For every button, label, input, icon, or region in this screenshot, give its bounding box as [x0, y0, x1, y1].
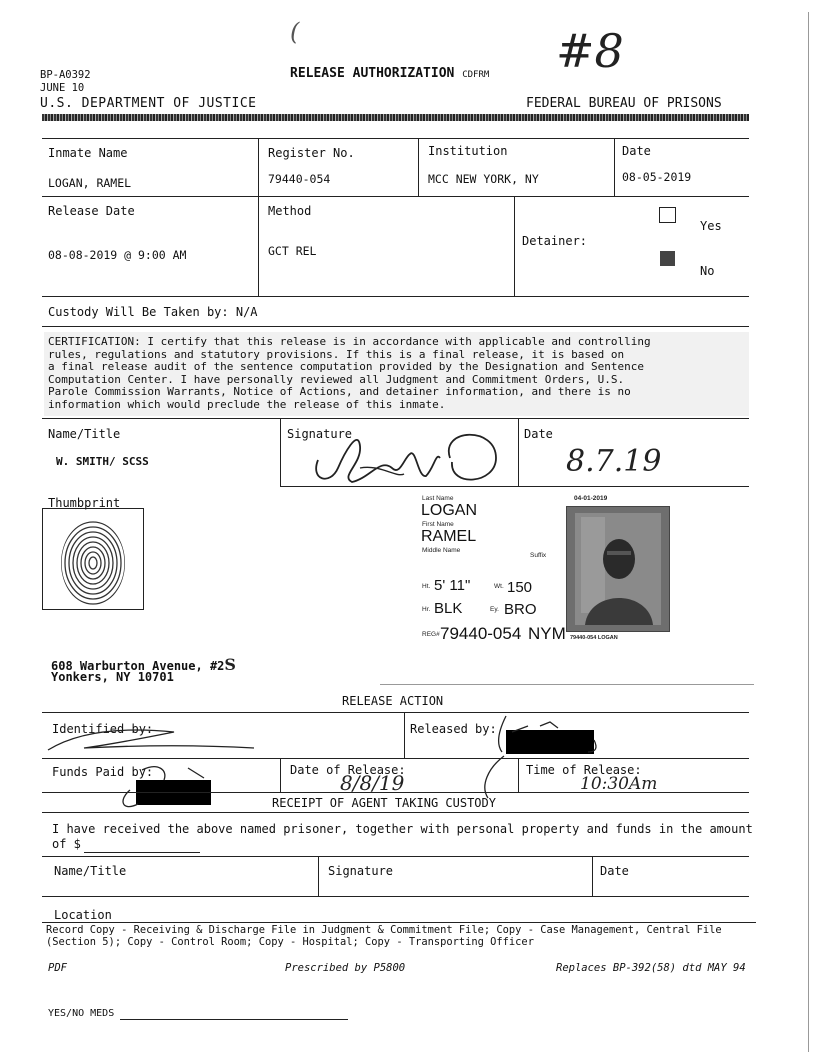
person-photo-icon: [567, 507, 669, 631]
distribution-line-2: (Section 5); Copy - Control Room; Copy - Hospital; Copy - Transporting Officer: [46, 936, 534, 948]
footer-replaces: Replaces BP-392(58) dtd MAY 94: [556, 962, 746, 974]
custody-statement: Custody Will Be Taken by: N/A: [48, 305, 258, 319]
bureau-name: FEDERAL BUREAU OF PRISONS: [526, 96, 722, 111]
receipt-signature-label: Signature: [328, 864, 394, 878]
date-of-release-value: 8/8/19: [340, 771, 405, 795]
receipt-statement: I have received the above named prisoner, together with personal property and funds in the amount: [52, 822, 753, 836]
card-suffix-label: Suffix: [530, 552, 547, 559]
officer-signature: [300, 418, 520, 490]
signature-label: Signature: [287, 427, 353, 441]
card-wt-label: Wt.: [494, 583, 504, 590]
card-ey-value: BRO: [504, 601, 537, 618]
release-action-title: RELEASE ACTION: [342, 694, 444, 708]
institution-value: MCC NEW YORK, NY: [428, 172, 539, 186]
form-code: BP-A0392: [40, 69, 91, 81]
photo-caption: 79440-054 LOGAN: [570, 635, 618, 641]
time-of-release-label: Time of Release:: [526, 763, 642, 777]
certification-text: CERTIFICATION: I certify that this release is in accordance with applicable and controlling rules, regulations and statutory provisions. If this is a final release, it is based on a final release audit of the sentence computation provided by the Designation and Sentence Computation Center. I have personally reviewed all Judgment and Commitment Orders, U.S. Parole Commission Warrants, Notice of Actions, and detainer information, and there is no information which would preclude the release of this inmate.: [48, 335, 651, 411]
form-title: RELEASE AUTHORIZATION CDFRM: [290, 66, 490, 81]
institution-label: Institution: [428, 144, 508, 158]
detainer-no-label: No: [700, 264, 715, 278]
receipt-title: RECEIPT OF AGENT TAKING CUSTODY: [272, 796, 496, 810]
card-facility: NYM: [528, 624, 566, 643]
form-date: JUNE 10: [40, 82, 85, 94]
time-of-release-value: 10:30Am: [580, 774, 658, 794]
signoff-name-label: Name/Title: [48, 427, 121, 441]
card-ht-value: 5' 11": [434, 577, 471, 594]
address-line-2: Yonkers, NY 10701: [51, 670, 174, 684]
receipt-date-label: Date: [600, 864, 629, 878]
card-last-name: LOGAN: [421, 502, 478, 519]
inmate-photo: [566, 506, 670, 632]
receipt-amount-blank: [84, 852, 200, 853]
meds-label: YES/NO MEDS: [48, 1008, 115, 1019]
card-ht-label: Ht.: [422, 583, 431, 590]
release-date-label: Release Date: [48, 204, 135, 218]
receipt-amount-prefix: of $: [52, 837, 81, 851]
scan-edge: [808, 12, 809, 1052]
release-date-value: 08-08-2019 @ 9:00 AM: [48, 248, 187, 262]
handwritten-page-number: #8: [556, 24, 624, 78]
date-of-release-label: Date of Release:: [290, 763, 406, 777]
signoff-date-value: 8.7.19: [566, 444, 662, 479]
thumbprint-label: Thumbprint: [48, 496, 121, 510]
inmate-name-value: LOGAN, RAMEL: [48, 176, 132, 190]
stray-pen-mark: (: [290, 18, 300, 46]
method-value: GCT REL: [268, 244, 317, 258]
identified-by-label: Identified by:: [52, 722, 154, 736]
date-label: Date: [622, 144, 651, 158]
identified-by-signature: [44, 722, 264, 758]
card-hr-label: Hr.: [422, 606, 431, 613]
department-name: U.S. DEPARTMENT OF JUSTICE: [40, 96, 257, 111]
detainer-no-checkbox[interactable]: [660, 251, 675, 266]
funds-paid-label: Funds Paid by:: [52, 765, 154, 779]
footer-prescribed: Prescribed by P5800: [285, 962, 406, 974]
signoff-date-label: Date: [524, 427, 553, 441]
released-by-signature: [488, 712, 618, 756]
method-label: Method: [268, 204, 312, 218]
card-last-name-label: Last Name: [422, 495, 454, 502]
register-value: 79440-054: [268, 172, 331, 186]
header-rule: [42, 114, 749, 121]
signoff-name-value: W. SMITH/ SCSS: [56, 455, 149, 468]
distribution-line-1: Record Copy - Receiving & Discharge File in Judgment & Commitment File; Copy - Case Management, Central File: [46, 924, 722, 936]
date-value: 08-05-2019: [622, 170, 692, 184]
card-ey-label: Ey.: [490, 606, 499, 613]
receipt-name-label: Name/Title: [54, 864, 127, 878]
footer-pdf: PDF: [48, 962, 67, 974]
fingerprint-icon: [43, 509, 143, 609]
card-wt-value: 150: [507, 579, 533, 596]
meds-blank: [120, 1019, 348, 1020]
card-first-name-label: First Name: [422, 521, 454, 528]
card-first-name: RAMEL: [421, 528, 477, 545]
address-line-1: 608 Warburton Avenue, #2S: [51, 655, 236, 674]
detainer-label: Detainer:: [522, 234, 588, 248]
inmate-name-label: Inmate Name: [48, 146, 128, 160]
card-date: 04-01-2019: [574, 495, 608, 502]
card-reg-value: 79440-054: [440, 624, 522, 643]
thumbprint-box: [42, 508, 144, 610]
released-by-label: Released by:: [410, 722, 497, 736]
receipt-location-label: Location: [54, 908, 112, 922]
rule: [42, 138, 749, 139]
detainer-yes-checkbox[interactable]: [659, 207, 676, 223]
card-hr-value: BLK: [434, 600, 463, 617]
detainer-yes-label: Yes: [700, 219, 722, 233]
register-label: Register No.: [268, 146, 355, 160]
card-reg-label: REG#: [422, 631, 440, 638]
card-middle-name-label: Middle Name: [422, 547, 461, 554]
funds-paid-signature: [112, 760, 222, 812]
